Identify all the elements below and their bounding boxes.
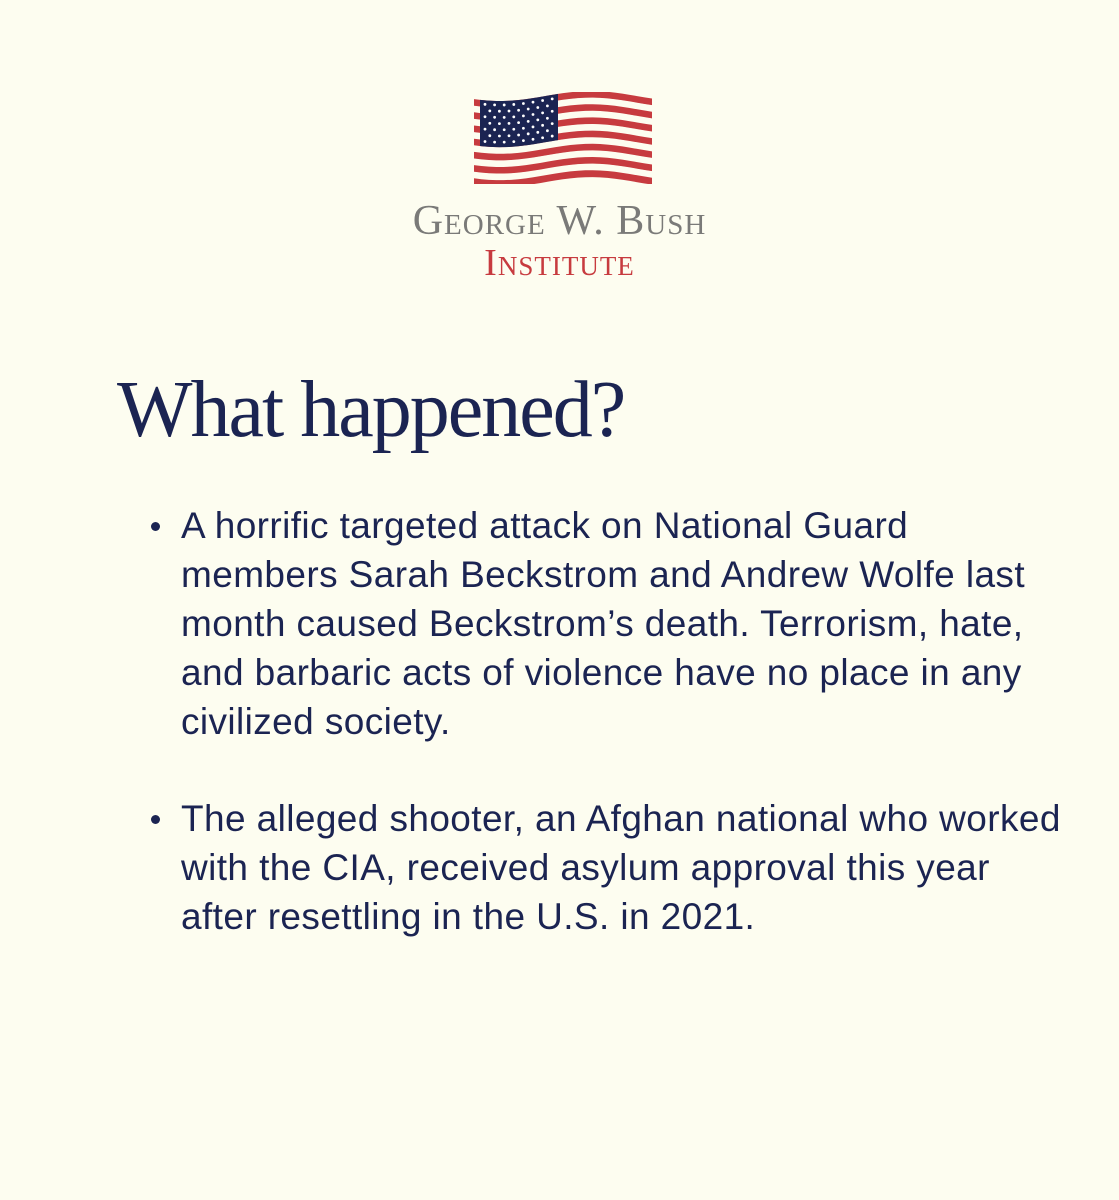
flag-star (512, 140, 515, 143)
flag-star (512, 128, 515, 131)
flag-star (498, 135, 501, 138)
flag-star (527, 108, 530, 111)
flag-star (508, 110, 511, 113)
flag-star (508, 134, 511, 137)
american-flag-icon (472, 92, 654, 184)
bullet-dot (151, 522, 160, 531)
flag-star (517, 109, 520, 112)
institute-subtitle: Institute (484, 242, 635, 284)
flag-star (536, 131, 539, 134)
flag-star (517, 121, 520, 124)
flag-star (546, 104, 549, 107)
flag-star (488, 109, 491, 112)
flag-star (517, 134, 520, 137)
page-heading: What happened? (117, 366, 625, 454)
flag-star (546, 117, 549, 120)
flag-star (522, 102, 525, 105)
flag-star (493, 141, 496, 144)
flag-star (498, 110, 501, 113)
flag-star (541, 112, 544, 115)
bullet-list (181, 501, 1061, 989)
flag-star (493, 116, 496, 119)
bullet-item (181, 501, 1061, 746)
flag-star (527, 132, 530, 135)
flag-star (527, 120, 530, 123)
flag-star (512, 115, 515, 118)
flag-star (532, 126, 535, 129)
bullet-item (181, 794, 1061, 941)
flag-star (498, 122, 501, 125)
flag-star (493, 128, 496, 131)
flag-canton (480, 94, 558, 147)
flag-star (541, 124, 544, 127)
flag-star (503, 104, 506, 107)
flag-star (536, 106, 539, 109)
flag-star (551, 135, 554, 138)
flag-star (532, 113, 535, 116)
flag-star (503, 128, 506, 131)
flag-star (532, 101, 535, 104)
flag-star (488, 134, 491, 137)
institute-logo (0, 0, 1119, 300)
flag-star (484, 140, 487, 143)
flag-star (551, 122, 554, 125)
flag-star (551, 110, 554, 113)
bullet-dot (151, 815, 160, 824)
flag-star (508, 122, 511, 125)
flag-star (512, 103, 515, 106)
flag-star (484, 115, 487, 118)
flag-star (541, 99, 544, 102)
flag-star (546, 129, 549, 132)
flag-star (522, 127, 525, 130)
flag-star (522, 139, 525, 142)
flag-star (522, 114, 525, 117)
institute-name: George W. Bush (412, 198, 707, 244)
flag-star (488, 122, 491, 125)
flag-star (503, 141, 506, 144)
flag-star (493, 104, 496, 107)
flag-star (541, 136, 544, 139)
bullet-text: The alleged shooter, an Afghan national who worked with the CIA, received asylum approval this year after resettling in the U.S. in 2021. (181, 798, 1061, 937)
flag-star (551, 97, 554, 100)
flag-star (484, 128, 487, 131)
flag-star (536, 119, 539, 122)
flag-star (503, 116, 506, 119)
flag-star (484, 103, 487, 106)
bullet-text: A horrific targeted attack on National Guard members Sarah Beckstrom and Andrew Wolfe last month caused Beckstrom’s death. Terrorism, hate, and barbaric acts of violence have no place in any civilized society. (181, 505, 1025, 742)
flag-star (532, 138, 535, 141)
